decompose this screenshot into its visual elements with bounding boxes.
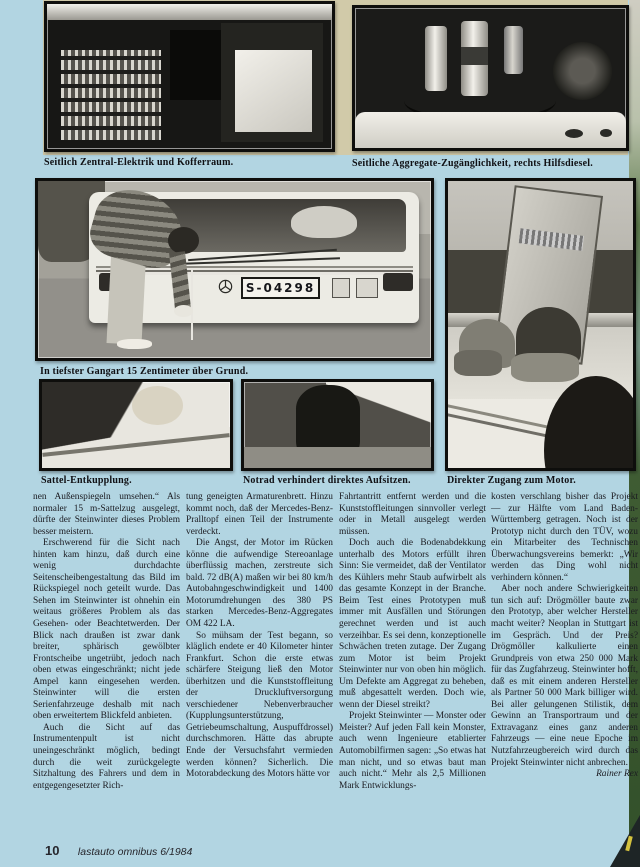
photo-art-vent-1 bbox=[565, 129, 583, 138]
photo-spare-wheel bbox=[241, 379, 434, 471]
license-plate bbox=[241, 277, 320, 299]
paragraph: Doch auch die Bodenabdekkung unterhalb des Motors erfüllt ihren Sinn: Sie vermeidet, daß der Ventilator des Kühlers mehr Staub aufwirbelt als das gesamte Konzept in der Branche. Beim Test eines Prototypen muß immer mit Ausfällen und Störungen gerechnet werden und ist auch verzeihbar. Es sei denn, konzeptionelle Schwächen treten zutage. Der Zugang zum Motor ist beim Projekt Steinwinter nur von oben hin möglich. Um Defekte am Aggregat zu beheben, muß abgesattelt werden. Doch wie, wenn der Diesel streikt? bbox=[339, 538, 486, 710]
photo-art-person-right-legs bbox=[511, 353, 579, 382]
photo-art-headlight-right bbox=[383, 273, 413, 291]
paragraph: tung geneigten Armaturenbrett. Hinzu kommt noch, daß der Mercedes-Benz-Pralltopf einen Teil der Instrumente verdeckt. bbox=[186, 492, 333, 537]
photo-fifth-wheel-release bbox=[39, 379, 233, 471]
page-footer bbox=[45, 842, 192, 860]
photo-art-person-shoe bbox=[117, 339, 152, 350]
photo-art-person-hair bbox=[132, 386, 183, 425]
article-column-2 bbox=[186, 492, 333, 781]
paragraph bbox=[491, 584, 638, 780]
caption-central-electrics: Seitlich Zentral-Elektrik und Kofferraum. bbox=[44, 157, 234, 168]
article-column-4 bbox=[491, 492, 638, 781]
article-column-3 bbox=[339, 492, 486, 792]
magazine-title: lastauto omnibus 6/1984 bbox=[77, 846, 193, 858]
photo-engine-access bbox=[445, 178, 636, 471]
photo-art-fan bbox=[553, 42, 613, 101]
author-byline: Rainer Rex bbox=[596, 769, 638, 780]
photo-art-person-head bbox=[168, 227, 199, 254]
caption-fifth-wheel: Sattel-Entkupplung. bbox=[41, 475, 132, 486]
photo-central-electrics bbox=[44, 1, 335, 152]
photo-art-person-left-legs bbox=[454, 350, 502, 376]
photo-art-badge-2 bbox=[356, 278, 378, 298]
paragraph: Auch die Sicht auf das Instrumentenpult ist nicht uneingeschränkt möglich, bedingt durch die weit zurückgelegte Sitzhaltung des Fahrers und dem in entgegengesetzter Rich- bbox=[33, 722, 180, 791]
photo-art-seat bbox=[291, 206, 358, 238]
caption-aggregates: Seitliche Aggregate-Zugänglichkeit, rechts Hilfsdiesel. bbox=[352, 158, 593, 169]
photo-ground-clearance bbox=[35, 178, 434, 361]
photo-art-filter-3 bbox=[504, 26, 523, 74]
caption-ground-clearance: In tiefster Gangart 15 Zentimeter über Grund. bbox=[40, 366, 249, 377]
photo-art-hatch-grille bbox=[518, 228, 584, 251]
photo-art-body-panel bbox=[355, 112, 626, 148]
paragraph: Projekt Steinwinter — Monster oder Meister? Auf jeden Fall kein Monster, auch wenn Ingenieure etablierter Automobilfirmen sagen: „So etwas hat man nicht, und so etwas baut man auch nicht.“ Mehr als 2,5 Millionen Mark Entwicklungs- bbox=[339, 711, 486, 791]
photo-art-vehicle-body bbox=[42, 427, 230, 468]
paragraph: Fahrtantritt entfernt werden und die Kunststoffleitungen sinnvoller verlegt oder in Metall ausgelegt werden müssen. bbox=[339, 492, 486, 537]
paragraph: nen Außenspiegeln umsehen.“ Als normaler 15 m-Sattelzug ausgelegt, dürfte der Steinwinter dieses Problem besser meistern. bbox=[33, 492, 180, 537]
photo-art-measuring-tape bbox=[191, 270, 193, 341]
license-plate-text: S-04298 bbox=[245, 280, 316, 295]
paragraph: kosten verschlang bisher das Projekt — zur Hälfte vom Land Baden-Württemberg getragen. Noch ist der Prototyp nicht durch den TÜV, wozu ein Mitarbeiter des Technischen Überwachungsvereins bemerkt: „Wir werden das Ding wohl nicht verhindern können.“ bbox=[491, 492, 638, 583]
paragraph-text: Aber noch andere Schwierigkeiten tun sich auf: Drögmöller baute zwar den Prototyp, aber welcher Hersteller macht weiter? Neoplan in Stuttgart ist im Gespräch. Und der Preis? Drögmöller kalkulierte einen Grundpreis von etwa 250 000 Mark für das Zugfahrzeug. Steinwinter hofft, daß es mit einem anderen Hersteller als Partner 50 000 Mark billiger wird. Bei aller gelungenen Stilistik, dem Gewinn an Transportraum und der Extravaganz eines ganz anderen Fahrzeugs — eine neue Epoche im Nutzfahrzeugbereich wird durch das Projekt Steinwinter nicht anbrechen. bbox=[491, 584, 638, 768]
page-number: 10 bbox=[45, 843, 60, 858]
paragraph: Erschwerend für die Sicht nach hinten kam hinzu, daß durch eine wenig durchdachte Seitenscheibengestaltung das Bild im Rückspiegel noch geteilt wurde. Das Sehen im Steinwinter ist ohnehin ein weitaus größeres Problem als das Gesehen- oder Beachtetwerden. Der Blick nach draußen ist zwar dank breiter, sphärisch gewölbter Frontscheibe ungetrübt, jedoch nach oben etwas eingeschränkt; nicht jede Ampel kann eingesehen werden. Steinwinter will die ersten Serienfahrzeuge deshalb mit nach oben erweitertem Blickfeld anbieten. bbox=[33, 538, 180, 722]
photo-art-badge-1 bbox=[332, 278, 351, 298]
caption-spare-wheel: Notrad verhindert direktes Aufsitzen. bbox=[243, 475, 411, 486]
photo-art-road bbox=[244, 447, 431, 468]
paragraph: So mühsam der Test begann, so kläglich endete er 40 Kilometer hinter Frankfurt. Schon die erste etwas schärfere Steigung ließ den Motor überhitzen und die Kunststoffleitung der Druckluftversorgung verschiedener Nebenverbraucher (Kupplungsunterstützung, Getriebeumschaltung, Auspuffdrossel) durchschmoren. Hätte das abrupte Ende der Versuchsfahrt vermieden werden können? Sicherlich. Die Motorabdeckung des Motors hätte vor bbox=[186, 630, 333, 780]
paragraph: Die Angst, der Motor im Rücken könne die aufwendige Stereoanlage überflüssig machen, zerstreute sich bald. 72 dB(A) maßen wir bei 80 km/h Autobahngeschwindigkeit und 1400 Motorumdrehungen des 380 PS starken Mercedes-Benz-Aggregates OM 422 LA. bbox=[186, 538, 333, 630]
photo-art-sill bbox=[47, 4, 332, 20]
caption-engine-access: Direkter Zugang zum Motor. bbox=[447, 475, 576, 486]
mercedes-star-icon bbox=[218, 279, 233, 294]
photo-art-relay-panel bbox=[61, 50, 161, 140]
article-column-1 bbox=[33, 492, 180, 792]
photo-aggregates bbox=[352, 5, 629, 151]
photo-art-luggage-box bbox=[235, 50, 312, 131]
photo-art-filter-label bbox=[461, 47, 488, 65]
